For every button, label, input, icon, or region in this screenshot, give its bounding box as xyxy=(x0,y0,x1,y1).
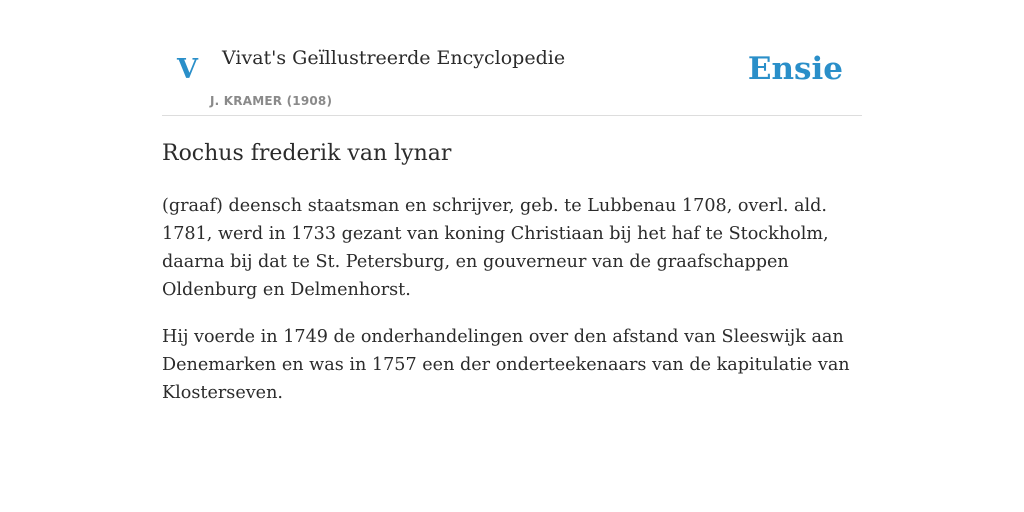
source-header xyxy=(162,0,862,116)
entry-paragraph: (graaf) deensch staatsman en schrijver, geb. te Lubbenau 1708, overl. ald. 1781, werd in 1733 gezant van koning Christiaan bij het haf te Stockholm, daarna bij dat te St. Petersburg, en gouverneur van de graafschappen Oldenburg en Delmenhorst. xyxy=(162,196,829,300)
entry-paragraph: Hij voerde in 1749 de onderhandelingen over den afstand van Sleeswijk aan Denemarken en was in 1757 een der onderteekenaars van de kapitulatie van Klosterseven. xyxy=(162,327,850,403)
source-logo[interactable]: V xyxy=(177,54,198,85)
entry-title: Rochus frederik van lynar xyxy=(162,141,452,166)
source-title-link[interactable]: Vivat's Geïllustreerde Encyclopedie xyxy=(222,47,566,69)
entry-body xyxy=(162,192,867,426)
brand-logo-link[interactable]: Ensie xyxy=(747,51,843,87)
article-page xyxy=(162,0,862,512)
source-author: J. KRAMER (1908) xyxy=(210,94,333,108)
